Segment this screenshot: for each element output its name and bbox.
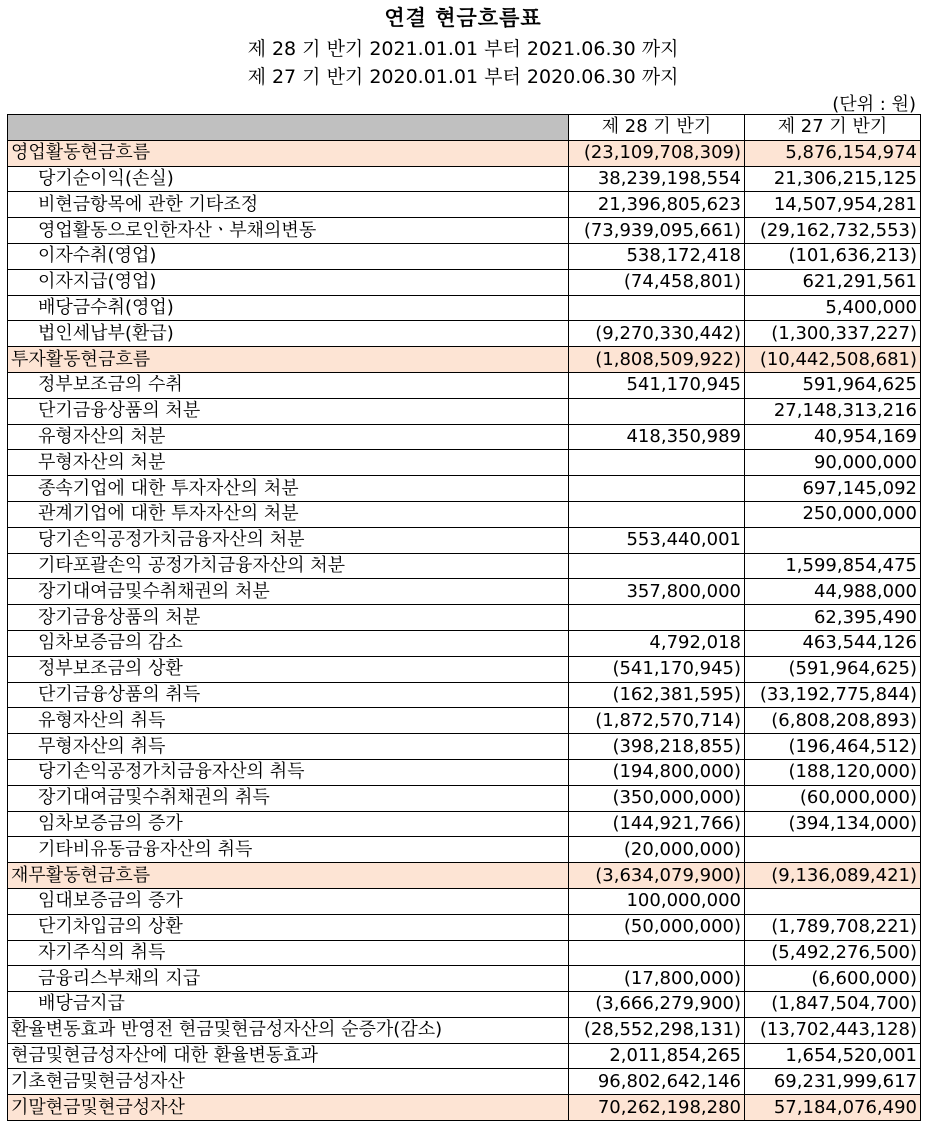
table-row: [8, 708, 921, 734]
current-period-value: 96,802,642,146: [569, 1069, 745, 1095]
prior-period-value: 44,988,000: [745, 579, 921, 605]
row-label: 무형자산의 취득: [8, 734, 569, 760]
row-label: 임차보증금의 증가: [8, 811, 569, 837]
current-period-value: [569, 501, 745, 527]
current-period-value: [569, 940, 745, 966]
prior-period-value: [745, 527, 921, 553]
table-row: [8, 218, 921, 244]
row-label: 무형자산의 처분: [8, 450, 569, 476]
row-label: 자기주식의 취득: [8, 940, 569, 966]
row-label: 영업활동현금흐름: [8, 140, 569, 166]
prior-period-value: 1,599,854,475: [745, 553, 921, 579]
prior-period-value: [745, 837, 921, 863]
current-period-value: 538,172,418: [569, 243, 745, 269]
current-period-value: (73,939,095,661): [569, 218, 745, 244]
prior-period-value: 90,000,000: [745, 450, 921, 476]
table-row: [8, 372, 921, 398]
row-label: 기타포괄손익 공정가치금융자산의 처분: [8, 553, 569, 579]
table-row: [8, 140, 921, 166]
table-row: [8, 1095, 921, 1121]
prior-period-value: 14,507,954,281: [745, 192, 921, 218]
table-row: [8, 863, 921, 889]
header-prior-period: 제 27 기 반기: [745, 115, 921, 141]
row-label: 환율변동효과 반영전 현금및현금성자산의 순증가(감소): [8, 1017, 569, 1043]
current-period-value: (3,666,279,900): [569, 992, 745, 1018]
table-row: [8, 656, 921, 682]
row-label: 배당금지급: [8, 992, 569, 1018]
current-period-value: (28,552,298,131): [569, 1017, 745, 1043]
table-row: [8, 837, 921, 863]
prior-period-value: 697,145,092: [745, 476, 921, 502]
table-row: [8, 166, 921, 192]
row-label: 기타비유동금융자산의 취득: [8, 837, 569, 863]
current-period-value: (23,109,708,309): [569, 140, 745, 166]
prior-period-value: (29,162,732,553): [745, 218, 921, 244]
current-period-value: (398,218,855): [569, 734, 745, 760]
table-row: [8, 811, 921, 837]
row-label: 배당금수취(영업): [8, 295, 569, 321]
prior-period-value: (6,808,208,893): [745, 708, 921, 734]
unit-label: (단위 : 원): [832, 94, 916, 115]
prior-period-value: (33,192,775,844): [745, 682, 921, 708]
table-row: [8, 966, 921, 992]
row-label: 기말현금및현금성자산: [8, 1095, 569, 1121]
current-period-value: (17,800,000): [569, 966, 745, 992]
prior-period-value: (5,492,276,500): [745, 940, 921, 966]
row-label: 종속기업에 대한 투자자산의 처분: [8, 476, 569, 502]
current-period-value: 100,000,000: [569, 888, 745, 914]
current-period-value: (1,808,509,922): [569, 347, 745, 373]
prior-period-value: 62,395,490: [745, 605, 921, 631]
prior-period-value: 57,184,076,490: [745, 1095, 921, 1121]
prior-period-value: 5,400,000: [745, 295, 921, 321]
current-period-value: [569, 605, 745, 631]
row-label: 정부보조금의 수취: [8, 372, 569, 398]
prior-period-value: (196,464,512): [745, 734, 921, 760]
table-row: [8, 992, 921, 1018]
prior-period-value: (394,134,000): [745, 811, 921, 837]
current-period-value: 418,350,989: [569, 424, 745, 450]
row-label: 당기손익공정가치금융자산의 처분: [8, 527, 569, 553]
row-label: 정부보조금의 상환: [8, 656, 569, 682]
table-row: [8, 1043, 921, 1069]
current-period-value: [569, 398, 745, 424]
row-label: 임차보증금의 감소: [8, 630, 569, 656]
table-row: [8, 527, 921, 553]
table-row: [8, 630, 921, 656]
row-label: 투자활동현금흐름: [8, 347, 569, 373]
table-header-row: [8, 115, 921, 141]
table-row: [8, 476, 921, 502]
row-label: 단기금융상품의 취득: [8, 682, 569, 708]
row-label: 유형자산의 취득: [8, 708, 569, 734]
period-prior: 제 27 기 반기 2020.01.01 부터 2020.06.30 까지: [247, 66, 679, 88]
prior-period-value: 21,306,215,125: [745, 166, 921, 192]
current-period-value: 2,011,854,265: [569, 1043, 745, 1069]
row-label: 장기금융상품의 처분: [8, 605, 569, 631]
row-label: 유형자산의 처분: [8, 424, 569, 450]
table-row: [8, 192, 921, 218]
row-label: 임대보증금의 증가: [8, 888, 569, 914]
current-period-value: 4,792,018: [569, 630, 745, 656]
row-label: 법인세납부(환급): [8, 321, 569, 347]
current-period-value: 38,239,198,554: [569, 166, 745, 192]
row-label: 당기순이익(손실): [8, 166, 569, 192]
table-body: [8, 140, 921, 1120]
table-row: [8, 424, 921, 450]
row-label: 이자지급(영업): [8, 269, 569, 295]
table-row: [8, 682, 921, 708]
table-row: [8, 553, 921, 579]
table-row: [8, 1069, 921, 1095]
row-label: 이자수취(영업): [8, 243, 569, 269]
header-current-period: 제 28 기 반기: [569, 115, 745, 141]
prior-period-value: (188,120,000): [745, 759, 921, 785]
row-label: 당기손익공정가치금융자산의 취득: [8, 759, 569, 785]
current-period-value: (74,458,801): [569, 269, 745, 295]
row-label: 단기차입금의 상환: [8, 914, 569, 940]
table-row: [8, 321, 921, 347]
row-label: 장기대여금및수취채권의 취득: [8, 785, 569, 811]
prior-period-value: (10,442,508,681): [745, 347, 921, 373]
current-period-value: (194,800,000): [569, 759, 745, 785]
row-label: 금융리스부채의 지급: [8, 966, 569, 992]
row-label: 영업활동으로인한자산ㆍ부채의변동: [8, 218, 569, 244]
prior-period-value: (1,789,708,221): [745, 914, 921, 940]
current-period-value: (162,381,595): [569, 682, 745, 708]
table-row: [8, 243, 921, 269]
cash-flow-table: [7, 114, 921, 1121]
row-label: 장기대여금및수취채권의 처분: [8, 579, 569, 605]
current-period-value: (541,170,945): [569, 656, 745, 682]
current-period-value: [569, 295, 745, 321]
prior-period-value: (9,136,089,421): [745, 863, 921, 889]
table-row: [8, 734, 921, 760]
current-period-value: (144,921,766): [569, 811, 745, 837]
table-row: [8, 450, 921, 476]
row-label: 현금및현금성자산에 대한 환율변동효과: [8, 1043, 569, 1069]
prior-period-value: (13,702,443,128): [745, 1017, 921, 1043]
prior-period-value: 591,964,625: [745, 372, 921, 398]
prior-period-value: (6,600,000): [745, 966, 921, 992]
table-row: [8, 579, 921, 605]
current-period-value: 553,440,001: [569, 527, 745, 553]
row-label: 관계기업에 대한 투자자산의 처분: [8, 501, 569, 527]
statement-title: 연결 현금흐름표: [384, 6, 542, 30]
current-period-value: 541,170,945: [569, 372, 745, 398]
prior-period-value: (101,636,213): [745, 243, 921, 269]
table-row: [8, 269, 921, 295]
prior-period-value: 621,291,561: [745, 269, 921, 295]
prior-period-value: 40,954,169: [745, 424, 921, 450]
current-period-value: (3,634,079,900): [569, 863, 745, 889]
row-label: 단기금융상품의 처분: [8, 398, 569, 424]
table-row: [8, 785, 921, 811]
table-row: [8, 940, 921, 966]
table-row: [8, 1017, 921, 1043]
current-period-value: 357,800,000: [569, 579, 745, 605]
table-row: [8, 605, 921, 631]
prior-period-value: [745, 888, 921, 914]
prior-period-value: 69,231,999,617: [745, 1069, 921, 1095]
table-row: [8, 888, 921, 914]
prior-period-value: (60,000,000): [745, 785, 921, 811]
period-current: 제 28 기 반기 2021.01.01 부터 2021.06.30 까지: [247, 38, 679, 60]
current-period-value: (50,000,000): [569, 914, 745, 940]
current-period-value: [569, 553, 745, 579]
current-period-value: 70,262,198,280: [569, 1095, 745, 1121]
current-period-value: 21,396,805,623: [569, 192, 745, 218]
current-period-value: [569, 476, 745, 502]
table-row: [8, 347, 921, 373]
table-row: [8, 759, 921, 785]
prior-period-value: (1,300,337,227): [745, 321, 921, 347]
current-period-value: (1,872,570,714): [569, 708, 745, 734]
current-period-value: (9,270,330,442): [569, 321, 745, 347]
table-row: [8, 501, 921, 527]
prior-period-value: 463,544,126: [745, 630, 921, 656]
prior-period-value: (591,964,625): [745, 656, 921, 682]
header-label-cell: [8, 115, 569, 141]
row-label: 비현금항목에 관한 기타조정: [8, 192, 569, 218]
row-label: 재무활동현금흐름: [8, 863, 569, 889]
table-row: [8, 398, 921, 424]
row-label: 기초현금및현금성자산: [8, 1069, 569, 1095]
table-row: [8, 914, 921, 940]
prior-period-value: 27,148,313,216: [745, 398, 921, 424]
table-row: [8, 295, 921, 321]
prior-period-value: 5,876,154,974: [745, 140, 921, 166]
current-period-value: [569, 450, 745, 476]
prior-period-value: 250,000,000: [745, 501, 921, 527]
current-period-value: (20,000,000): [569, 837, 745, 863]
current-period-value: (350,000,000): [569, 785, 745, 811]
prior-period-value: 1,654,520,001: [745, 1043, 921, 1069]
prior-period-value: (1,847,504,700): [745, 992, 921, 1018]
